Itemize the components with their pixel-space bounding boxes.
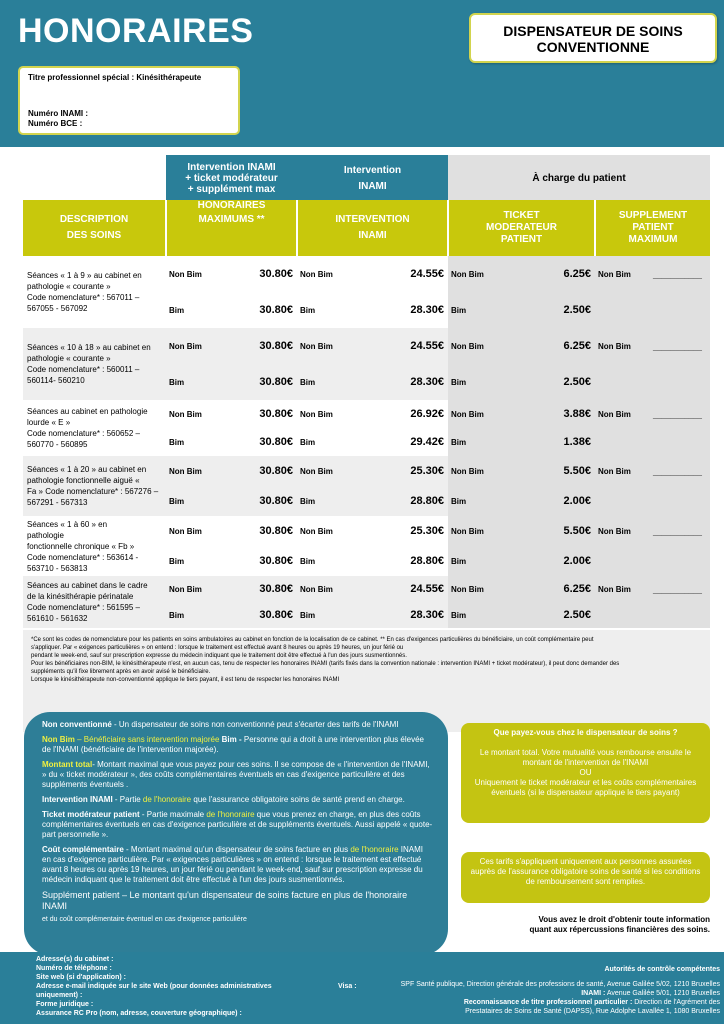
fees-table <box>23 256 710 628</box>
col-header-line: INTERVENTION <box>335 214 410 225</box>
definitions-box <box>24 712 448 955</box>
payment-info-text: Uniquement le ticket modérateur et les coûts complémentaires éventuels (si le dispensateur applique le tiers payant) <box>474 778 697 797</box>
care-description-line: Séances au cabinet dans le cadre <box>27 581 148 590</box>
def-cout-complementaire <box>42 845 434 885</box>
beneficiary-label: Bim <box>169 437 185 447</box>
col-header-line: MAXIMUMS ** <box>198 214 265 225</box>
beneficiary-label: Bim <box>448 428 526 456</box>
care-description <box>23 328 166 400</box>
care-description-line: pathologie <box>27 530 64 540</box>
beneficiary-label: Non Bim <box>166 328 224 364</box>
col-header-line: MAXIMUM <box>628 234 678 245</box>
footer-field: Adresse e-mail indiquée sur le site Web (pour données administratives <box>36 983 272 990</box>
def-bim <box>42 735 434 755</box>
def-non-conventionne <box>42 720 434 730</box>
top-header-hon-line: Intervention INAMI <box>187 161 276 173</box>
beneficiary-label: Bim <box>297 364 375 400</box>
beneficiary-label: Bim <box>300 437 316 447</box>
beneficiary-label: Non Bim <box>297 328 375 364</box>
footer-band <box>0 952 724 1024</box>
inami-intervention-value: 26.92€ <box>410 408 444 420</box>
notice-line: Vous avez le droit d'obtenir toute information <box>538 915 710 924</box>
visa-label: Visa : <box>338 983 357 990</box>
payment-info-text: Le montant total. Votre mutualité vous rembourse ensuite le montant de l'intervention de l'INAMI <box>479 748 692 767</box>
def-text: INAMI en cas d'exigence particulière. Par « exigences particulières » on entend : lorsque le traitement est effectué avant 8 heures ou après 19 heures, un jour férié ou pendant le week-end, sauf sur prescription expresse du médecin indiquant que le traitement doit être effectué à l'un des jours susmentionnés. <box>42 845 424 884</box>
beneficiary-label: Non Bim <box>297 576 375 602</box>
beneficiary-label <box>595 364 650 400</box>
def-text: - Partie maximale <box>139 810 207 819</box>
beneficiary-label: Bim <box>448 292 526 328</box>
def-intervention <box>42 795 434 805</box>
notice-line: quant aux répercussions financières des soins. <box>529 925 710 934</box>
max-fee-value: 30.80€ <box>259 436 293 448</box>
care-description-line: Séances « 1 à 20 » au cabinet en <box>27 465 147 474</box>
inami-intervention-value: 24.55€ <box>375 576 448 602</box>
col-header-line: SUPPLEMENT <box>618 210 688 221</box>
ticket-moderateur-value: 1.38€ <box>526 428 595 456</box>
care-description <box>23 400 166 456</box>
supplement-blank: ___________ <box>650 456 710 486</box>
authority-address: Direction de l'Agrément des <box>632 999 720 1006</box>
care-description <box>23 256 166 328</box>
def-montant-total <box>42 760 434 790</box>
ticket-moderateur-value: 6.25€ <box>526 256 595 292</box>
care-description-line: pathologie « courante » <box>27 282 111 291</box>
footnote-line: pendant le week-end, sauf sur prescription expresse du médecin indiquant que le traitement doit être effectué à l'un des jours susmentionnés. <box>31 653 407 659</box>
care-description-line: Code nomenclature* : 561595 – <box>27 603 140 612</box>
beneficiary-label: Bim <box>166 602 224 628</box>
max-fee-value: 30.80€ <box>224 328 297 364</box>
ticket-moderateur-value: 5.50€ <box>526 516 595 546</box>
authority-line: Prestataires de Soins de Santé (DAPSS), Rue Adolphe Lavallée 1, 1080 Bruxelles <box>465 1008 720 1015</box>
def-term: Non Bim <box>42 735 75 744</box>
max-fee-value: 30.80€ <box>259 408 293 420</box>
def-term: Non conventionné <box>42 720 112 729</box>
top-header-inami <box>297 155 448 201</box>
control-authorities <box>370 965 720 1016</box>
ticket-moderateur-value: 2.50€ <box>526 364 595 400</box>
ticket-moderateur-value: 6.25€ <box>526 576 595 602</box>
care-description-line: Code nomenclature* : 567011 – <box>27 293 140 302</box>
ticket-moderateur-value: 5.50€ <box>526 456 595 486</box>
max-fee-value: 30.80€ <box>259 304 293 316</box>
top-header-hon-line: + ticket modérateur <box>185 172 278 184</box>
beneficiary-label <box>595 486 650 516</box>
table-row <box>23 328 710 364</box>
beneficiary-label: Non Bim <box>448 256 526 292</box>
def-term: Coût complémentaire <box>42 845 124 854</box>
care-description-line: 560770 - 560895 <box>27 440 88 449</box>
beneficiary-label: Non Bim <box>595 516 650 546</box>
col-header-line: PATIENT <box>500 234 543 245</box>
def-ticket <box>42 810 434 840</box>
care-description-line: Séances « 1 à 60 » en <box>27 519 108 529</box>
care-description-line: 560114- 560210 <box>27 376 85 385</box>
def-text: de l'honoraire <box>206 810 255 819</box>
inami-intervention-value: 28.30€ <box>375 364 448 400</box>
beneficiary-label: Non Bim <box>448 400 526 428</box>
beneficiary-label: Non Bim <box>448 456 526 486</box>
inami-intervention-value: 28.30€ <box>375 602 448 628</box>
def-text: de l'honoraire <box>350 845 399 854</box>
top-header-inami-line: Intervention <box>343 164 402 176</box>
beneficiary-label: Bim <box>297 602 375 628</box>
supplement-blank: ___________ <box>650 328 710 364</box>
def-text: - Montant maximal qu'un dispensateur de soins facture en plus <box>123 845 351 854</box>
information-right-notice <box>467 915 710 935</box>
column-header-table <box>23 200 710 256</box>
care-description <box>23 456 166 516</box>
care-description-line: Code nomenclature* : 560652 – <box>27 429 140 438</box>
footer-field: Adresse(s) du cabinet : <box>36 956 114 963</box>
supplement-blank <box>650 602 710 628</box>
top-header-hon <box>166 155 297 201</box>
max-fee-value: 30.80€ <box>224 486 297 516</box>
care-description-line: 563710 - 563813 <box>27 563 88 573</box>
payment-info-or: OU <box>579 768 592 777</box>
def-term: Montant total <box>42 760 93 769</box>
identification-box <box>18 66 240 135</box>
beneficiary-label: Bim <box>448 546 526 576</box>
col-header-intervention <box>297 200 448 256</box>
col-header-line: TICKET <box>503 210 540 221</box>
col-header-line: DES SOINS <box>66 230 122 241</box>
beneficiary-label: Non Bim <box>300 526 333 536</box>
inami-intervention-value: 24.55€ <box>375 328 448 364</box>
beneficiary-label: Non Bim <box>169 409 202 419</box>
ticket-moderateur-value: 2.00€ <box>526 486 595 516</box>
practice-details <box>36 955 272 1018</box>
col-header-ticket <box>448 200 595 256</box>
def-supplement: Supplément patient – Le montant qu'un dispensateur de soins facture en plus de l'honoraire INAMI <box>42 890 408 911</box>
care-description-line: 567291 - 567313 <box>27 498 88 507</box>
col-header-line: HONORAIRES <box>197 200 266 211</box>
care-description-line: de la kinésithérapie périnatale <box>27 592 134 601</box>
beneficiary-label: Non Bim <box>166 576 224 602</box>
beneficiary-label: Non Bim <box>300 409 333 419</box>
inami-intervention-value: 28.30€ <box>410 304 444 316</box>
max-fee-value: 30.80€ <box>259 525 293 537</box>
supplement-blank: ___________ <box>650 400 710 428</box>
convention-badge <box>469 13 717 63</box>
care-description <box>23 516 166 576</box>
col-header-honoraires <box>166 200 297 256</box>
max-fee-value: 30.80€ <box>259 268 293 280</box>
footer-field: Forme juridique : <box>36 1001 94 1008</box>
beneficiary-label: Bim <box>169 556 185 566</box>
supplement-blank <box>650 486 710 516</box>
footer-field: uniquement) : <box>36 992 83 999</box>
max-fee-value: 30.80€ <box>224 576 297 602</box>
care-description-line: Séances « 1 à 9 » au cabinet en <box>27 271 142 280</box>
table-row <box>23 516 710 546</box>
bce-number-label: Numéro BCE : <box>28 119 83 128</box>
beneficiary-label: Non Bim <box>166 456 224 486</box>
ticket-moderateur-value: 2.50€ <box>526 292 595 328</box>
beneficiary-label: Non Bim <box>169 526 202 536</box>
inami-intervention-value: 25.30€ <box>375 456 448 486</box>
table-row <box>23 400 710 428</box>
def-term: Bim - <box>219 735 242 744</box>
beneficiary-label: Non Bim <box>297 456 375 486</box>
beneficiary-label: Bim <box>448 486 526 516</box>
ticket-moderateur-value: 2.50€ <box>526 602 595 628</box>
def-text: – Bénéficiaire sans intervention majorée <box>74 735 220 744</box>
footnote-line: Lorsque le kinésithérapeute non-conventionné applique le tiers payant, il est tenu de respecter les honoraires INAMI <box>31 677 340 683</box>
table-row <box>23 256 710 292</box>
beneficiary-label: Non Bim <box>595 400 650 428</box>
beneficiary-label: Bim <box>448 364 526 400</box>
beneficiary-label: Non Bim <box>595 576 650 602</box>
tariffs-applicability-box: Ces tarifs s'appliquent uniquement aux personnes assurées auprès de l'assurance obligatoire soins de santé si les conditions de remboursement sont remplies. <box>461 852 710 903</box>
supplement-blank: ___________ <box>650 576 710 602</box>
top-header-hon-line: + supplément max <box>187 183 276 195</box>
care-description-line: Fa » Code nomenclature* : 567276 – <box>27 487 159 496</box>
supplement-blank <box>650 364 710 400</box>
top-header-inami-line: INAMI <box>358 180 387 192</box>
care-description-line: 567055 - 567092 <box>27 304 88 313</box>
authority-name: Reconnaissance de titre professionnel particulier : <box>463 999 633 1006</box>
beneficiary-label: Non Bim <box>595 328 650 364</box>
supplement-blank <box>650 428 710 456</box>
max-fee-value: 30.80€ <box>224 456 297 486</box>
top-header-patient: À charge du patient <box>448 155 710 201</box>
care-description-line: Séances « 10 à 18 » au cabinet en <box>27 343 151 352</box>
inami-intervention-value: 29.42€ <box>410 436 444 448</box>
max-fee-value: 30.80€ <box>224 602 297 628</box>
care-description-line: 561610 - 561632 <box>27 614 88 623</box>
col-header-line: MODERATEUR <box>486 222 557 233</box>
def-text: que vous prenez en charge, en plus des coûts complémentaires éventuels en cas d'exigence particulière et de suppléments éventuels. Aussi appelé « quote-part personnelle ». <box>42 810 433 839</box>
beneficiary-label: Bim <box>300 305 316 315</box>
def-text: - Montant maximal que vous payez pour ces soins. Il se compose de « l'intervention de l'INAMI, » du « ticket modérateur », des coûts complémentaires éventuels en cas d'exigence particulière et des suppléments éventuels . <box>42 760 430 789</box>
beneficiary-label <box>595 546 650 576</box>
supplement-blank: ___________ <box>650 256 710 292</box>
professional-title: Titre professionnel spécial : Kinésithérapeute <box>28 73 202 82</box>
footer-field: Site web (si d'application) : <box>36 974 126 981</box>
authority-address: Avenue Galilée 5/01, 1210 Bruxelles <box>605 990 720 997</box>
inami-number-label: Numéro INAMI : <box>28 109 88 118</box>
beneficiary-label <box>595 602 650 628</box>
beneficiary-label: Bim <box>300 556 316 566</box>
col-header-line: INAMI <box>358 230 387 241</box>
authority-line <box>370 989 720 998</box>
def-text: - Partie <box>112 795 143 804</box>
def-term: Ticket modérateur patient <box>42 810 140 819</box>
footer-field: Assurance RC Pro (nom, adresse, couverture géographique) : <box>36 1010 242 1017</box>
beneficiary-label: Non Bim <box>448 576 526 602</box>
inami-intervention-value: 28.80€ <box>375 486 448 516</box>
footnote-line: s'appliquer. Par « exigences particulières » on entend : lorsque le traitement est effectué avant 8 heures ou après 19 heures, un jour férié ou <box>31 645 404 651</box>
inami-intervention-value: 25.30€ <box>410 525 444 537</box>
beneficiary-label: Bim <box>448 602 526 628</box>
beneficiary-label: Non Bim <box>595 256 650 292</box>
inami-intervention-value: 28.80€ <box>410 555 444 567</box>
inami-intervention-value: 24.55€ <box>410 268 444 280</box>
max-fee-value: 30.80€ <box>259 555 293 567</box>
beneficiary-label: Bim <box>297 486 375 516</box>
care-description <box>23 576 166 628</box>
authority-name: INAMI : <box>581 990 606 997</box>
beneficiary-label <box>595 428 650 456</box>
top-header-table <box>166 155 710 201</box>
def-text: Personne qui a droit à une intervention plus élevée de l'INAMI (bénéficiaire de l'intervention majorée). <box>42 735 424 754</box>
beneficiary-label: Bim <box>166 364 224 400</box>
badge-line-1: DISPENSATEUR DE SOINS <box>503 23 683 39</box>
page-title: HONORAIRES <box>18 12 254 50</box>
def-term: Intervention INAMI <box>42 795 113 804</box>
table-row <box>23 456 710 486</box>
def-text: que l'assurance obligatoire soins de santé prend en charge. <box>191 795 405 804</box>
care-description-line: fonctionnelle chronique « Fb » <box>27 541 135 551</box>
col-header-supplement <box>595 200 710 256</box>
def-text: - Un dispensateur de soins non conventionné peut s'écarter des tarifs de l'INAMI <box>111 720 399 729</box>
col-header-line: DESCRIPTION <box>59 214 129 225</box>
max-fee-value: 30.80€ <box>224 364 297 400</box>
authority-line: SPF Santé publique, Direction générale des professions de santé, Avenue Galilée 5/02, 1210 Bruxelles <box>400 981 720 988</box>
care-description-line: lourde « E » <box>27 418 71 427</box>
care-description-line: pathologie fonctionnelle aiguë « <box>27 476 140 485</box>
beneficiary-label: Bim <box>169 305 185 315</box>
authority-line <box>370 998 720 1007</box>
beneficiary-label: Non Bim <box>448 328 526 364</box>
supplement-blank: ___________ <box>650 516 710 546</box>
beneficiary-label: Bim <box>166 486 224 516</box>
authorities-title: Autorités de contrôle compétentes <box>604 966 720 973</box>
care-description-line: Code nomenclature* : 560011 – <box>27 365 140 374</box>
beneficiary-label: Non Bim <box>169 269 202 279</box>
beneficiary-label: Non Bim <box>595 456 650 486</box>
footnote-line: suppléments qu'il fixe librement après en avoir avisé le bénéficiaire. <box>31 669 211 675</box>
care-description-line: Séances au cabinet en pathologie <box>27 407 148 416</box>
footer-field: Numéro de téléphone : <box>36 965 112 972</box>
payment-info-box <box>461 723 710 823</box>
supplement-blank <box>650 292 710 328</box>
care-description-line: Code nomenclature* : 563614 - <box>27 552 139 562</box>
col-header-description <box>23 200 166 256</box>
payment-info-title: Que payez-vous chez le dispensateur de soins ? <box>493 728 678 737</box>
beneficiary-label: Non Bim <box>448 516 526 546</box>
ticket-moderateur-value: 6.25€ <box>526 328 595 364</box>
care-description-line: pathologie « courante » <box>27 354 111 363</box>
def-supplement-cont: et du coût complémentaire éventuel en cas d'exigence particulière <box>42 916 247 923</box>
badge-line-2: CONVENTIONNE <box>536 39 650 55</box>
ticket-moderateur-value: 2.00€ <box>526 546 595 576</box>
footnote-line: *Ce sont les codes de nomenclature pour les patients en soins ambulatoires au cabinet en fonction de la localisation de ce cabinet. ** En cas d'exigences particulières du bénéficiaire, un coût complémentaire peut <box>31 637 594 643</box>
supplement-blank <box>650 546 710 576</box>
footnote-line: Pour les bénéficiaires non-BIM, le kinésithérapeute n'est, en aucun cas, tenu de respecter les honoraires INAMI (tarifs fixés dans la convention nationale : intervention INAMI + ticket modérateur), il peut donc demander des <box>31 661 620 667</box>
beneficiary-label <box>595 292 650 328</box>
table-row <box>23 576 710 602</box>
def-text: de l'honoraire <box>142 795 192 804</box>
ticket-moderateur-value: 3.88€ <box>526 400 595 428</box>
col-header-line: PATIENT <box>632 222 674 233</box>
beneficiary-label: Non Bim <box>300 269 333 279</box>
